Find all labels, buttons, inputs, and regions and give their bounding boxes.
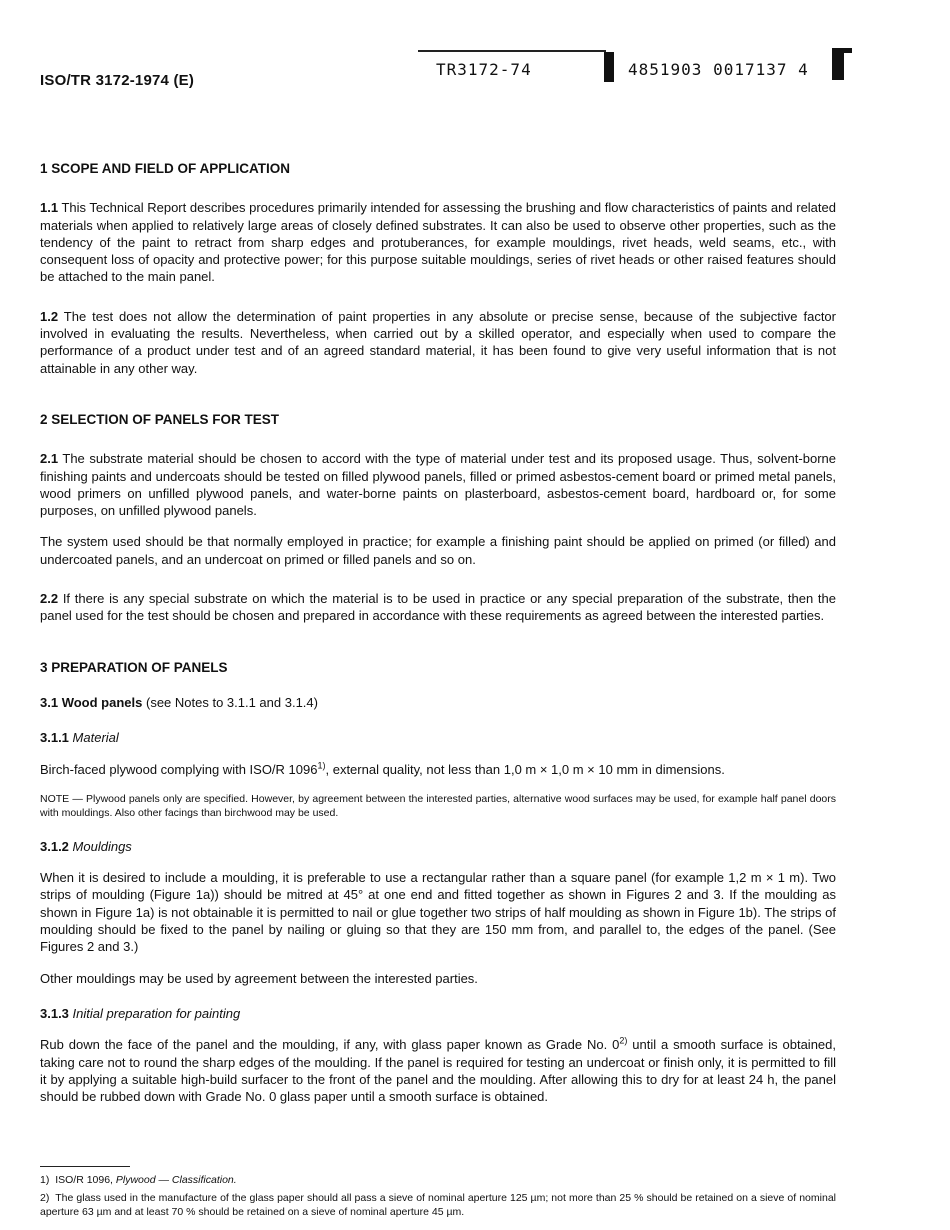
clause-number: 3.1.2 (40, 838, 69, 854)
footnote-ref-2: 2) (619, 1035, 628, 1046)
document-code: TR3172-74 (436, 60, 532, 79)
header-marker-bar-right-top (832, 48, 852, 53)
paragraph-3-1-3 (40, 1036, 836, 1105)
footnote-rule (40, 1166, 130, 1167)
header-marker-bar (604, 52, 614, 82)
clause-number: 3.1 (40, 694, 59, 710)
paragraph-1-2 (40, 308, 836, 377)
paragraph-3-1-2: When it is desired to include a moulding, it is preferable to use a rectangular rather than a square panel (for example 1,2 m × 1 m). Two strips of moulding (Figure 1a)) should be mitred at 45° at one end and fitted together as shown in Figures 2 and 3. If the moulding as shown in Figure 1a) is not obtainable it is permitted to nail or glue together two strips of half moulding as shown in Figure 1b). The strips of moulding should be fixed to the panel by nailing or gluing so that they are 150 mm from, and parallel to, the edges of the panel. (See Figures 2 and 3.) (40, 870, 836, 955)
clause-text: The substrate material should be chosen to accord with the type of material under test and its proposed usage. Thus, solvent-borne finishing paints and undercoats should be tested on filled plywood panels, filled or primed asbestos-cement board or primed metal panels, wood primers on unfilled plywood panels, and water-borne paints on plasterboard, asbestos-cement board, hardboard or, for some purposes, on unfilled plywood panels. (40, 451, 836, 519)
note-3-1-1: NOTE — Plywood panels only are specified. However, by agreement between the interested parties, alternative wood surfaces may be used, for example half panel doors with mouldings. Also other facings than birchwood may be used. (40, 792, 836, 819)
clause-number: 2.1 (40, 451, 59, 467)
footnote-title: Plywood — Classification. (115, 1174, 237, 1186)
footnote-1 (40, 1173, 836, 1187)
barcode-number: 4851903 0017137 4 (628, 60, 809, 79)
footnotes (40, 1166, 836, 1219)
clause-text: , external quality, not less than 1,0 m × 1,0 m × 10 mm in dimensions. (325, 761, 725, 777)
footnote-number: 1) (40, 1174, 50, 1186)
section-3-heading: 3 PREPARATION OF PANELS (40, 659, 228, 675)
section-1-heading: 1 SCOPE AND FIELD OF APPLICATION (40, 161, 291, 176)
paragraph-2-2 (40, 590, 836, 625)
footnote-text: ISO/R 1096, (55, 1174, 113, 1186)
header-rule (418, 50, 606, 52)
subsection-3-1-1-heading (40, 729, 836, 746)
paragraph-3-1-1 (40, 761, 836, 778)
footnote-2 (40, 1191, 836, 1219)
paragraph-1-1 (40, 199, 836, 285)
clause-text: If there is any special substrate on which the material is to be used in practice or any special preparation of the substrate, then the panel used for the test should be chosen and prepared in accordance with these requirements as agreed between the interested parties. (40, 591, 836, 624)
subsection-3-1-heading (40, 694, 836, 711)
clause-number: 1.2 (40, 308, 59, 324)
subsection-title: Wood panels (61, 694, 143, 710)
footnote-text: The glass used in the manufacture of the glass paper should all pass a sieve of nominal aperture 125 µm; not more than 25 % should be retained on a sieve of nominal aperture 63 µm and at least 70 % should be retained on a sieve of nominal aperture 45 µm. (40, 1192, 836, 1218)
subsection-reference: (see Notes to 3.1.1 and 3.1.4) (145, 694, 318, 710)
clause-text: Birch-faced plywood complying with ISO/R 1096 (40, 761, 318, 777)
subsection-3-1-3-heading (40, 1005, 836, 1022)
subsection-3-1-2-heading (40, 838, 836, 855)
footnote-ref-1: 1) (317, 760, 326, 771)
paragraph-2-1-continued: The system used should be that normally employed in practice; for example a finishing paint should be applied on primed (or filled) and undercoated panels, and an undercoat on primed or filled panels and so on. (40, 534, 836, 567)
document-id: ISO/TR 3172-1974 (E) (40, 72, 195, 89)
clause-number: 3.1.3 (40, 1005, 69, 1021)
section-2-heading: 2 SELECTION OF PANELS FOR TEST (40, 411, 280, 427)
paragraph-2-1 (40, 450, 836, 519)
document-body (40, 160, 836, 1105)
footnote-number: 2) (40, 1192, 50, 1204)
clause-text: This Technical Report describes procedures primarily intended for assessing the brushing and flow characteristics of paints and related materials when applied to relatively large areas of closely defined substrates. It can also be used to observe other properties, such as the tendency of the paint to retract from sharp edges and protuberances, for example mouldings, rivet heads, weld seams, etc., with consequent loss of opacity and protective power; for this purpose suitable mouldings, series of rivet heads or other raised features should be attached to the main panel. (40, 200, 836, 285)
clause-text: The test does not allow the determination of paint properties in any absolute or precise sense, because of the subjective factor involved in evaluating the results. Nevertheless, when carried out by a skilled operator, and especially when used to compare the performance of a product under test and of an agreed standard material, it has been found to give very useful information that is not attainable in any other way. (40, 308, 836, 376)
clause-text: Rub down the face of the panel and the moulding, if any, with glass paper known as Grade No. 0 (40, 1037, 620, 1053)
subsection-title: Mouldings (72, 838, 132, 854)
clause-text: until a smooth surface is obtained, taking care not to round the sharp edges of the moulding. If the panel is required for testing an undercoat or finish only, it is permitted to fill it by applying a suitable high-build surfacer to the front of the panel and the moulding. After allowing this to dry for at least 24 h, the panel should be rubbed down with Grade No. 0 glass paper until a smooth surface is obtained. (40, 1037, 836, 1105)
subsection-title: Material (72, 730, 119, 746)
clause-number: 1.1 (40, 200, 59, 216)
paragraph-3-1-2-continued: Other mouldings may be used by agreement between the interested parties. (40, 970, 478, 986)
subsection-title: Initial preparation for painting (72, 1005, 241, 1021)
clause-number: 3.1.1 (40, 730, 69, 746)
clause-number: 2.2 (40, 591, 59, 607)
